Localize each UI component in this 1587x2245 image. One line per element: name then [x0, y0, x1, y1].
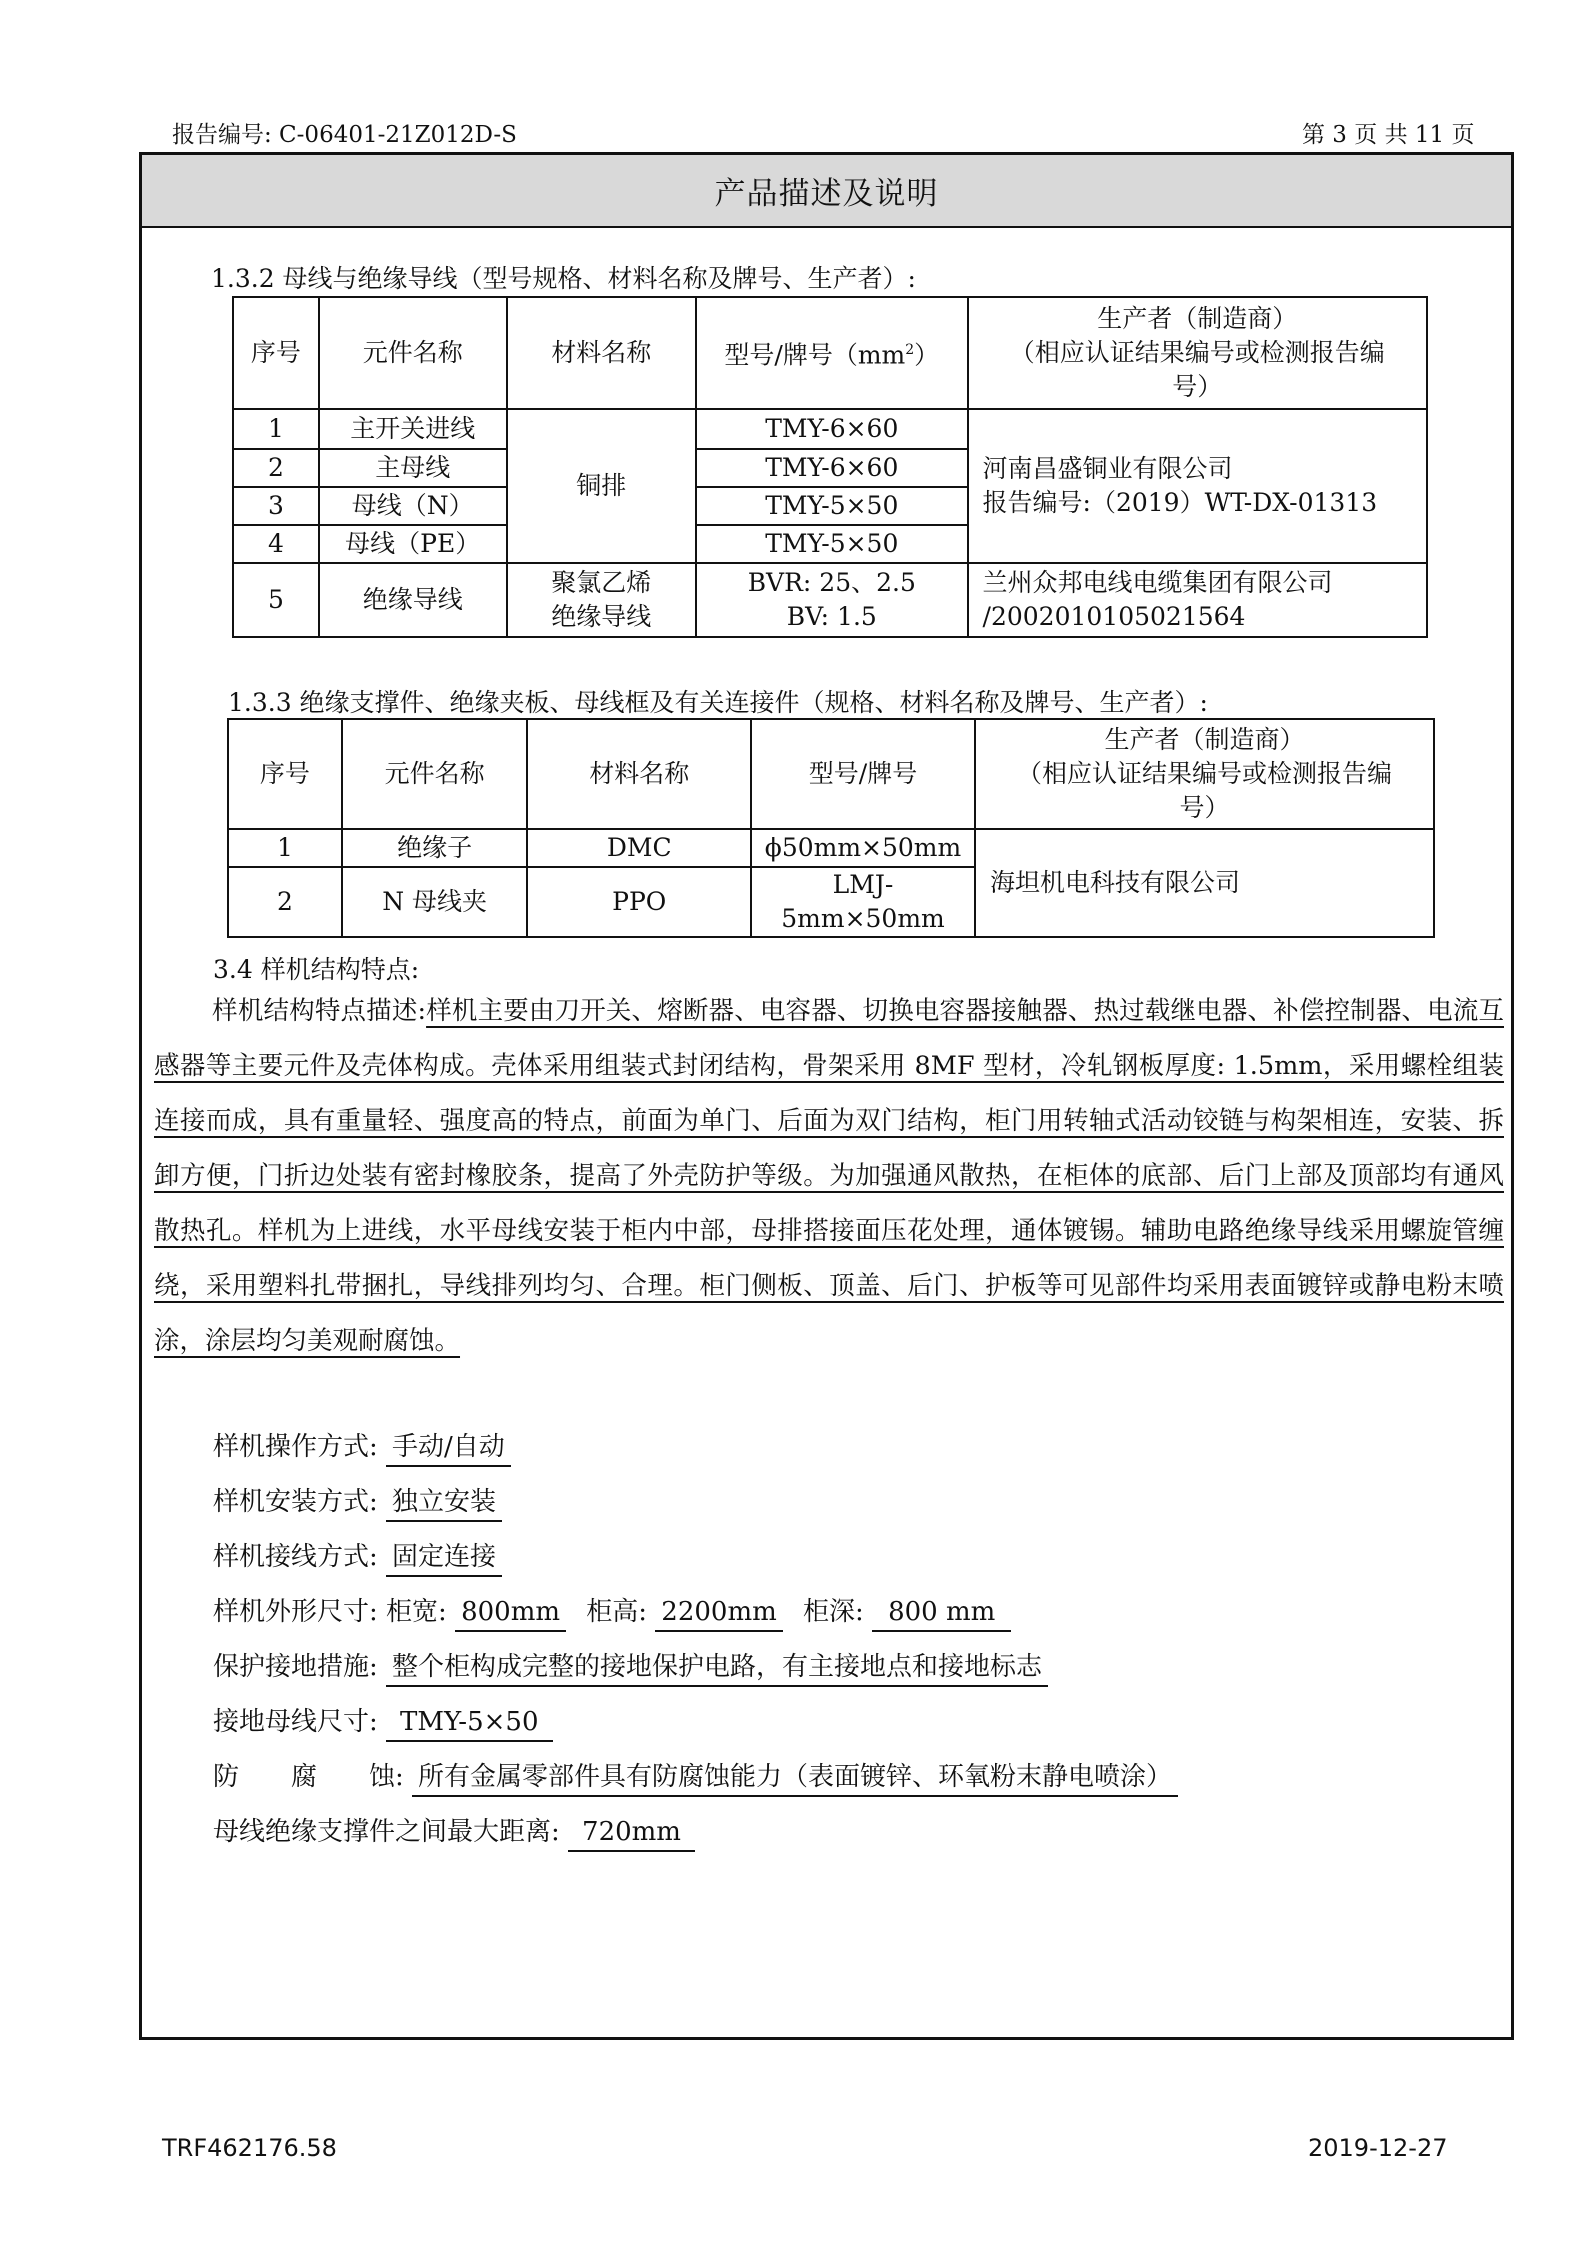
header-component: 元件名称 — [319, 297, 507, 409]
table-row: 2 主母线 TMY-6×60 — [233, 449, 1427, 487]
table-row: 1 主开关进线 铜排 TMY-6×60 河南昌盛铜业有限公司 报告编号:（2019）WT-DX-01313 — [233, 409, 1427, 449]
busbar-table — [232, 296, 1428, 638]
table-header-row — [228, 719, 1434, 829]
spec-operation: 样机操作方式: 手动/自动 — [213, 1426, 511, 1467]
form-code: TRF462176.58 — [162, 2134, 337, 2162]
table-row: 2 N 母线夹 PPO LMJ-5mm×50mm — [228, 867, 1434, 937]
header-component: 元件名称 — [342, 719, 528, 829]
section-34-heading: 3.4 样机结构特点: — [213, 955, 420, 984]
manufacturer-wire: 兰州众邦电线电缆集团有限公司 /2002010105021564 — [968, 563, 1427, 637]
spec-max-distance: 母线绝缘支撑件之间最大距离: 720mm — [213, 1811, 695, 1852]
header-material: 材料名称 — [527, 719, 751, 829]
header-manufacturer: 生产者（制造商） （相应认证结果编号或检测报告编 号） — [975, 719, 1434, 829]
header-material: 材料名称 — [507, 297, 697, 409]
page-title: 产品描述及说明 — [142, 155, 1511, 228]
header-model: 型号/牌号 — [751, 719, 975, 829]
depth-value: 800 mm — [872, 1594, 1011, 1632]
insulator-table — [227, 718, 1435, 938]
structure-description-text: 样机主要由刀开关、熔断器、电容器、切换电容器接触器、热过载继电器、补偿控制器、电流互感器等主要元件及壳体构成。壳体采用组装式封闭结构，骨架采用 8MF 型材，冷轧钢板厚度: 1.5mm，采用螺栓组装连接而成，具有重量轻、强度高的特点，前面为单门、后面为双门结构，柜门用转轴式活动铰链与构架相连，安装、拆卸方便，门折边处装有密封橡胶条，提高了外壳防护等级。为加强通风散热，在柜体的底部、后门上部及顶部均有通风散热孔。样机为上进线，水平母线安装于柜内中部，母排搭接面压花处理，通体镀锡。辅助电路绝缘导线采用螺旋管缠绕，采用塑料扎带捆扎，导线排列均匀、合理。柜门侧板、顶盖、后门、护板等可见部件均采用表面镀锌或静电粉末喷涂，涂层均匀美观耐腐蚀。 — [154, 996, 1504, 1356]
model-wire: BVR: 25、2.5 BV: 1.5 — [696, 563, 968, 637]
page-indicator: 第 3 页 共 11 页 — [1302, 122, 1475, 148]
section-132-heading: 1.3.2 母线与绝缘导线（型号规格、材料名称及牌号、生产者）: — [211, 264, 916, 293]
table-row: 3 母线（N） TMY-5×50 — [233, 487, 1427, 525]
table-header-row — [233, 297, 1427, 409]
section-133-heading: 1.3.3 绝缘支撑件、绝缘夹板、母线框及有关连接件（规格、材料名称及牌号、生产者）: — [228, 688, 1208, 717]
manufacturer-insulator: 海坦机电科技有限公司 — [975, 829, 1434, 937]
header-no: 序号 — [228, 719, 342, 829]
manufacturer-copper: 河南昌盛铜业有限公司 报告编号:（2019）WT-DX-01313 — [968, 409, 1427, 563]
height-value: 2200mm — [655, 1594, 782, 1632]
header-manufacturer: 生产者（制造商） （相应认证结果编号或检测报告编 号） — [968, 297, 1427, 409]
material-copper-bar: 铜排 — [507, 409, 697, 563]
issue-date: 2019-12-27 — [1308, 2134, 1448, 2162]
header-model: 型号/牌号$(mm^2)$ — [696, 297, 968, 409]
spec-wiring: 样机接线方式: 固定连接 — [213, 1536, 502, 1577]
spec-grounding: 保护接地措施: 整个柜构成完整的接地保护电路，有主接地点和接地标志 — [213, 1646, 1048, 1687]
header-no: 序号 — [233, 297, 319, 409]
structure-description: 样机结构特点描述:样机主要由刀开关、熔断器、电容器、切换电容器接触器、热过载继电器、补偿控制器、电流互感器等主要元件及壳体构成。壳体采用组装式封闭结构，骨架采用 8MF 型材，冷轧钢板厚度: 1.5mm，采用螺栓组装连接而成，具有重量轻、强度高的特点，前面为单门、后面为双门结构，柜门用转轴式活动铰链与构架相连，安装、拆卸方便，门折边处装有密封橡胶条，提高了外壳防护等级。为加强通风散热，在柜体的底部、后门上部及顶部均有通风散热孔。样机为上进线，水平母线安装于柜内中部，母排搭接面压花处理，通体镀锡。辅助电路绝缘导线采用螺旋管缠绕，采用塑料扎带捆扎，导线排列均匀、合理。柜门侧板、顶盖、后门、护板等可见部件均采用表面镀锌或静电粉末喷涂，涂层均匀美观耐腐蚀。 — [154, 996, 1504, 1356]
table-row: 1 绝缘子 DMC ϕ50mm×50mm 海坦机电科技有限公司 — [228, 829, 1434, 867]
material-pvc-wire: 聚氯乙烯 绝缘导线 — [507, 563, 697, 637]
spec-install: 样机安装方式: 独立安装 — [213, 1481, 502, 1522]
width-value: 800mm — [455, 1594, 566, 1632]
report-number: 报告编号: C-06401-21Z012D-S — [172, 122, 517, 148]
table-row: 5 绝缘导线 聚氯乙烯 绝缘导线 BVR: 25、2.5 BV: 1.5 兰州众邦电线电缆集团有限公司 /2002010105021564 — [233, 563, 1427, 637]
spec-corrosion: 防 腐 蚀: 所有金属零部件具有防腐蚀能力（表面镀锌、环氧粉末静电喷涂） — [213, 1756, 1178, 1797]
table-row: 4 母线（PE） TMY-5×50 — [233, 525, 1427, 563]
spec-ground-bus: 接地母线尺寸: TMY-5×50 — [213, 1701, 553, 1742]
spec-dimensions: 样机外形尺寸: 柜宽: 800mm 柜高: 2200mm 柜深: 800 mm — [213, 1591, 1011, 1632]
